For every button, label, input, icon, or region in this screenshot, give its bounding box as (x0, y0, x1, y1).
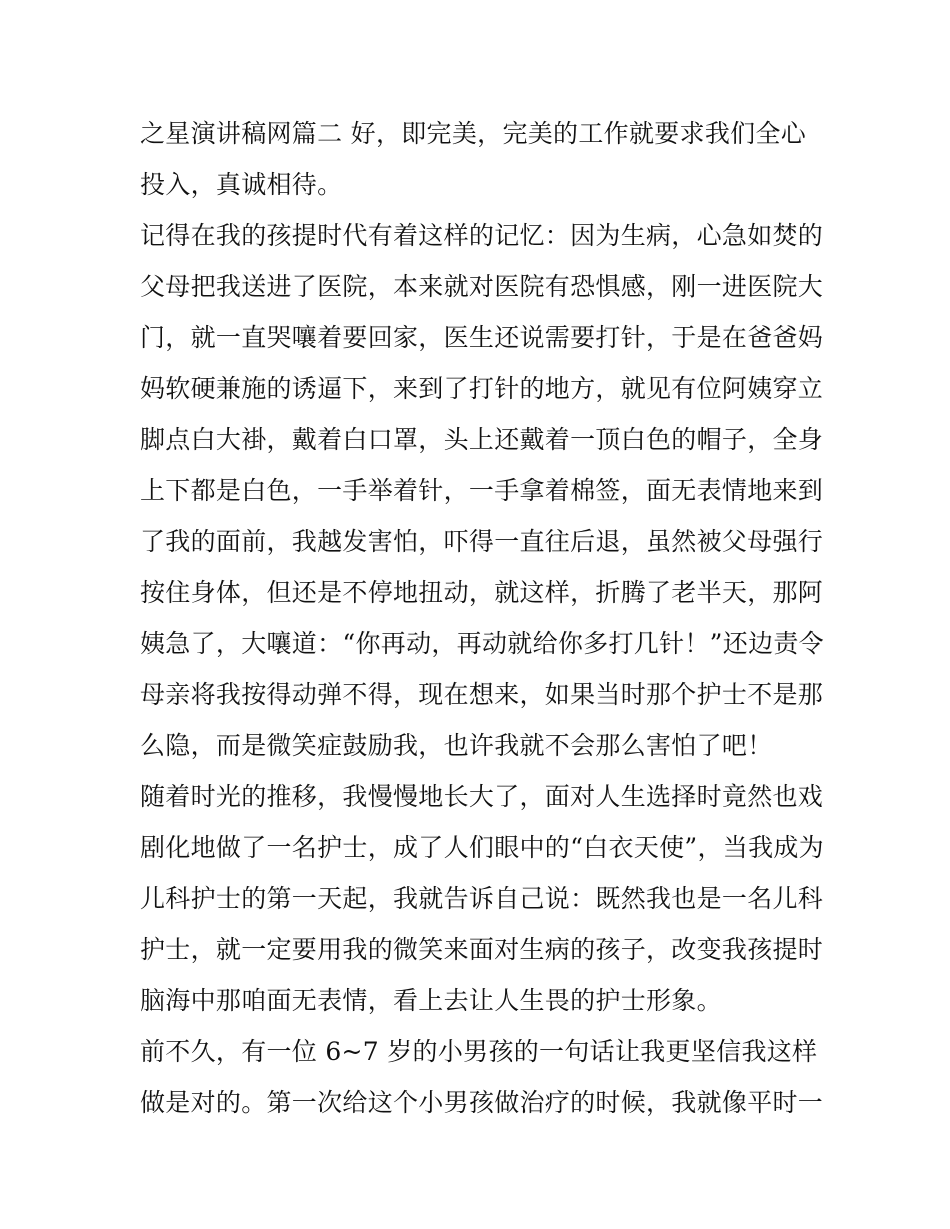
text-line: 门，就一直哭嚷着要回家，医生还说需要打针，于是在爸爸妈 (140, 323, 824, 352)
text-line: 投入，真诚相待。 (140, 170, 343, 199)
text-line: 护士，就一定要用我的微笑来面对生病的孩子，改变我孩提时 (140, 935, 824, 964)
text-line: 母亲将我按得动弹不得，现在想来，如果当时那个护士不是那 (140, 680, 824, 709)
text-line: 记得在我的孩提时代有着这样的记忆：因为生病，心急如焚的 (140, 221, 824, 250)
body-text (140, 108, 824, 1128)
text-line: 了我的面前，我越发害怕，吓得一直往后退，虽然被父母强行 (140, 527, 824, 556)
text-line: 做是对的。第一次给这个小男孩做治疗的时候，我就像平时一 (140, 1088, 824, 1117)
text-line: 按住身体，但还是不停地扭动，就这样，折腾了老半天，那阿 (140, 578, 824, 607)
text-line: 姨急了，大嚷道：“你再动，再动就给你多打几针！”还边责令 (140, 629, 824, 658)
text-line: 父母把我送进了医院，本来就对医院有恐惧感，刚一进医院大 (140, 272, 824, 301)
text-line: 脑海中那咱面无表情，看上去让人生畏的护士形象。 (140, 986, 722, 1015)
text-line: 前不久，有一位 6~7 岁的小男孩的一句话让我更坚信我这样 (140, 1037, 818, 1066)
text-line: 之星演讲稿网篇二 好，即完美，完美的工作就要求我们全心 (140, 119, 807, 148)
text-line: 儿科护士的第一天起，我就告诉自己说：既然我也是一名儿科 (140, 884, 824, 913)
text-line: 随着时光的推移，我慢慢地长大了，面对人生选择时竟然也戏 (140, 782, 824, 811)
text-line: 妈软硬兼施的诱逼下，来到了打针的地方，就见有位阿姨穿立 (140, 374, 824, 403)
text-line: 么隐，而是微笑症鼓励我，也许我就不会那么害怕了吧！ (140, 731, 773, 760)
text-line: 上下都是白色，一手举着针，一手拿着棉签，面无表情地来到 (140, 476, 824, 505)
text-line: 脚点白大褂，戴着白口罩，头上还戴着一顶白色的帽子，全身 (140, 425, 824, 454)
text-line: 剧化地做了一名护士，成了人们眼中的“白衣天使”，当我成为 (140, 833, 824, 862)
